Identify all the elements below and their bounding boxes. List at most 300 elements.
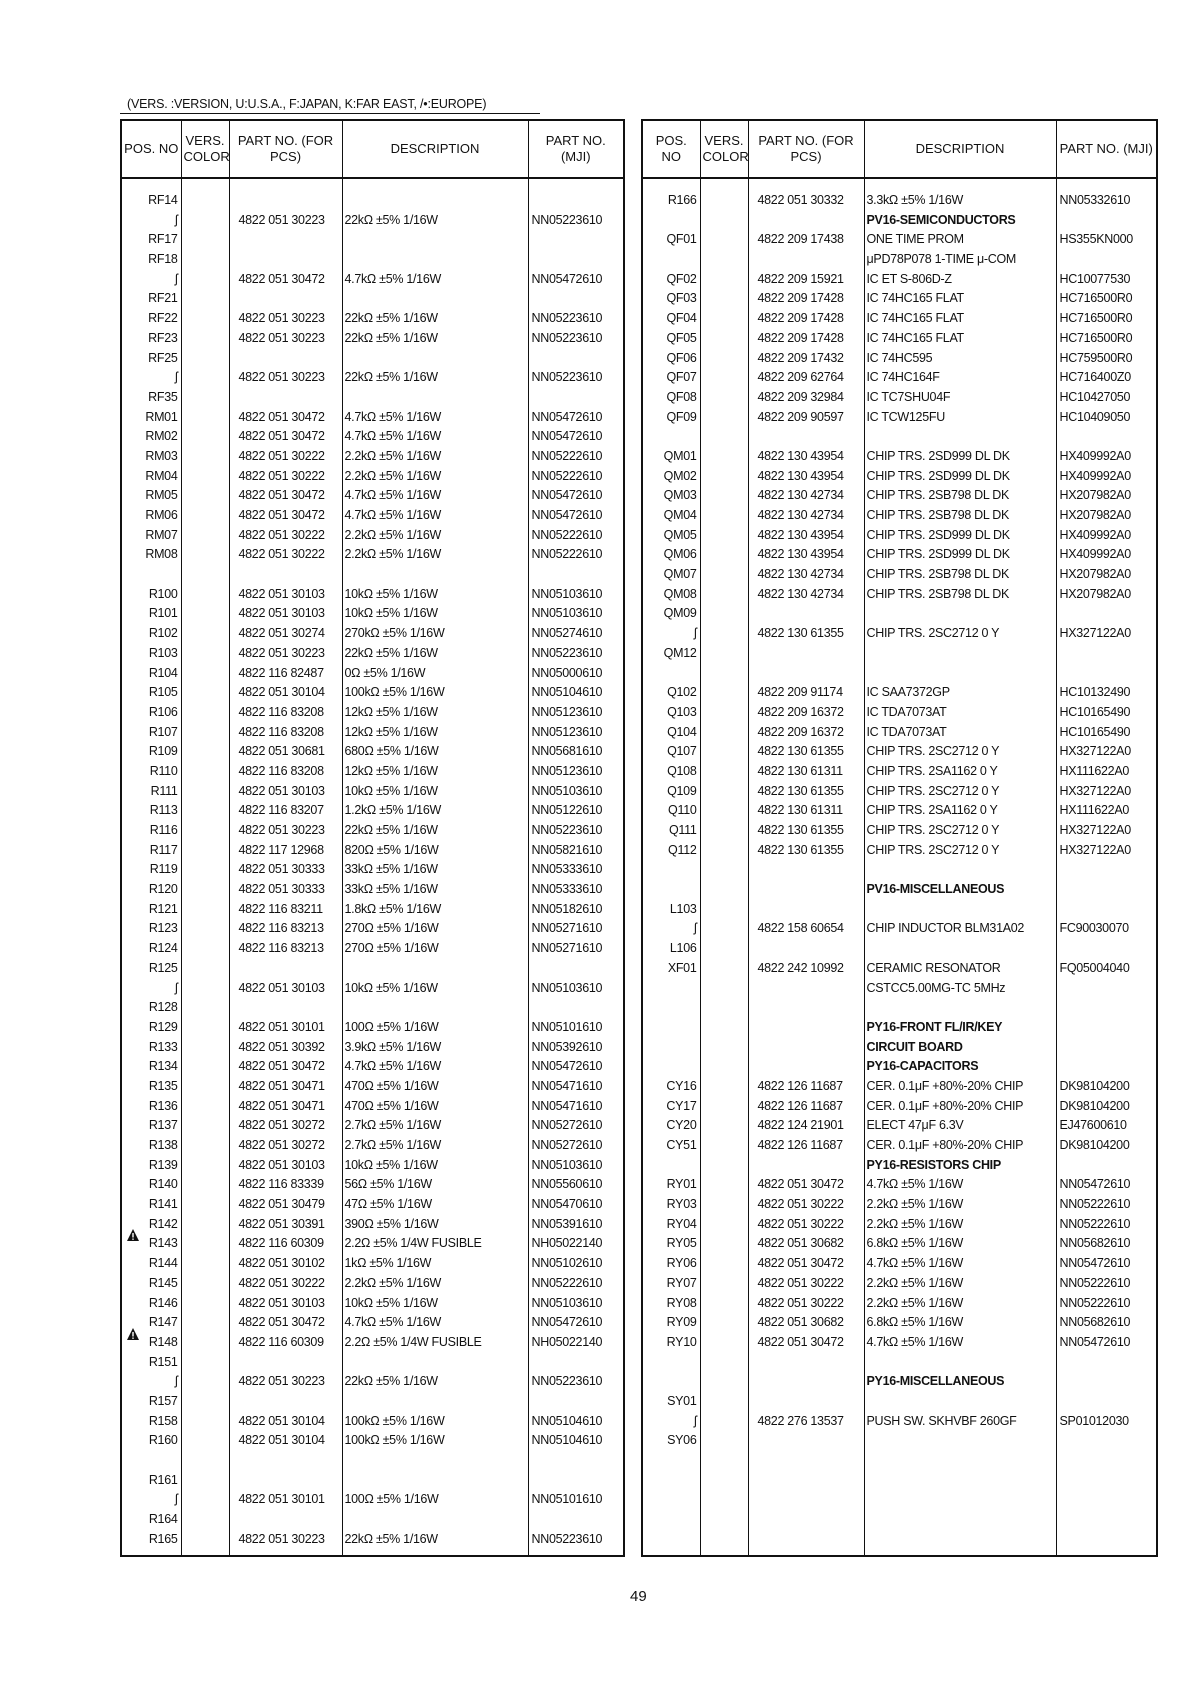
table-cell: R106 — [148, 704, 178, 719]
table-cell: CERAMIC RESONATOR — [866, 960, 1001, 975]
table-cell: CSTCC5.00MG-TC 5MHz — [866, 980, 1006, 995]
table-cell: Q112 — [668, 842, 697, 857]
table-cell: 47Ω ±5% 1/16W — [344, 1197, 432, 1212]
table-cell: HC716500R0 — [1059, 330, 1133, 345]
table-cell: 4.7kΩ ±5% 1/16W — [344, 488, 441, 503]
table-cell: 4822 051 30104 — [238, 1413, 325, 1428]
table-cell: 4822 130 61355 — [757, 744, 844, 759]
table-cell: NN05821610 — [531, 842, 603, 857]
table-cell: R142 — [148, 1216, 178, 1231]
table-cell: R124 — [148, 941, 178, 956]
table-cell: PUSH SW. SKHVBF 260GF — [866, 1413, 1017, 1428]
table-cell: NN05103610 — [531, 586, 603, 601]
table-cell: HX409992A0 — [1059, 527, 1131, 542]
table-cell — [749, 250, 864, 270]
table-cell: ʃ — [175, 271, 178, 286]
table-cell — [230, 959, 342, 979]
table-cell: CY20 — [666, 1118, 697, 1133]
table-cell: RY01 — [666, 1177, 697, 1192]
table-cell: 10kΩ ±5% 1/16W — [344, 783, 438, 798]
table-cell: RF23 — [148, 330, 178, 345]
table-cell: R134 — [148, 1059, 178, 1074]
table-cell: 12kΩ ±5% 1/16W — [344, 704, 438, 719]
table-cell — [343, 1353, 528, 1373]
table-cell — [1057, 604, 1157, 624]
table-cell: 4822 051 30472 — [238, 429, 325, 444]
table-cell — [749, 1431, 864, 1451]
table-cell: SP01012030 — [1059, 1413, 1129, 1428]
table-cell: QF08 — [666, 389, 697, 404]
table-cell — [749, 1018, 864, 1038]
table-cell: 4822 051 30472 — [757, 1256, 844, 1271]
table-cell — [343, 998, 528, 1018]
table-cell: NN05104610 — [531, 1413, 603, 1428]
table-cell: IC 74HC165 FLAT — [866, 291, 964, 306]
table-cell — [1057, 998, 1157, 1018]
table-cell: 4822 051 30332 — [757, 193, 844, 207]
header-part-no: PART NO. (FOR PCS) — [229, 120, 342, 178]
table-cell: PY16-MISCELLANEOUS — [866, 1374, 1005, 1389]
table-cell — [529, 289, 624, 309]
table-cell: 390Ω ±5% 1/16W — [344, 1216, 439, 1231]
table-cell — [865, 604, 1056, 624]
table-cell: NN05223610 — [531, 645, 603, 660]
legend-rule — [120, 113, 540, 114]
table-cell: NN05222610 — [531, 1275, 603, 1290]
table-cell: 4.7kΩ ±5% 1/16W — [344, 1315, 441, 1330]
table-cell: R121 — [148, 901, 178, 916]
table-cell: NN05103610 — [531, 783, 603, 798]
table-cell: NN05271610 — [531, 921, 603, 936]
table-cell: 22kΩ ±5% 1/16W — [344, 311, 438, 326]
table-cell — [1057, 900, 1157, 920]
table-cell: R157 — [148, 1393, 178, 1408]
table-cell: NH05022140 — [531, 1334, 603, 1349]
table-cell: 6.8kΩ ±5% 1/16W — [866, 1236, 963, 1251]
table-cell: CHIP TRS. 2SC2712 0 Y — [866, 783, 1000, 798]
table-cell: NN05682610 — [1059, 1315, 1131, 1330]
table-cell: 4822 051 30101 — [238, 1019, 325, 1034]
table-cell: PV16-SEMICONDUCTORS — [866, 212, 1016, 227]
table-cell: 4822 116 60309 — [238, 1236, 324, 1251]
table-cell: R138 — [148, 1138, 178, 1152]
table-cell: R144 — [148, 1256, 178, 1271]
table-cell: 4.7kΩ ±5% 1/16W — [344, 409, 441, 424]
table-cell: 4822 209 62764 — [757, 370, 844, 385]
description-column — [864, 178, 1056, 1556]
table-cell — [749, 1372, 864, 1392]
table-cell: R104 — [148, 665, 178, 680]
table-cell: 1.2kΩ ±5% 1/16W — [344, 803, 441, 818]
table-cell — [529, 191, 624, 211]
table-cell — [643, 1018, 700, 1038]
table-cell: RY09 — [666, 1315, 697, 1330]
table-cell: ʃ — [175, 212, 178, 227]
table-cell: 4822 051 30472 — [238, 1315, 325, 1330]
table-cell: HX207982A0 — [1059, 508, 1131, 522]
table-cell — [643, 979, 700, 999]
table-cell: HC10427050 — [1059, 389, 1131, 404]
table-cell — [865, 900, 1056, 920]
table-cell: 4822 051 30471 — [238, 1078, 325, 1093]
table-cell: R102 — [148, 626, 178, 641]
table-cell: 4822 051 30222 — [238, 1275, 325, 1290]
table-cell: NN05681610 — [531, 744, 603, 759]
table-cell: 4.7kΩ ±5% 1/16W — [866, 1334, 963, 1349]
table-cell: 4822 130 43954 — [757, 547, 844, 562]
table-cell — [865, 939, 1056, 959]
table-cell — [865, 1431, 1056, 1451]
table-cell — [1057, 1018, 1157, 1038]
table-cell: RM05 — [145, 488, 178, 503]
table-cell: HC759500R0 — [1059, 350, 1133, 365]
table-cell — [230, 1451, 342, 1471]
table-cell: NN05182610 — [531, 901, 603, 916]
table-cell: NN05471610 — [531, 1098, 603, 1113]
table-cell — [1057, 644, 1157, 664]
table-cell: 4822 051 30223 — [238, 645, 325, 660]
table-cell: NN05472610 — [531, 271, 603, 286]
table-cell — [643, 250, 700, 270]
table-cell: NN05682610 — [1059, 1236, 1131, 1251]
table-cell: R120 — [148, 882, 178, 897]
table-cell: Q109 — [667, 783, 697, 798]
table-cell: R101 — [148, 606, 178, 621]
table-cell: 4822 130 61311 — [757, 803, 843, 818]
table-cell: CHIP INDUCTOR BLM31A02 — [866, 921, 1025, 936]
table-cell — [343, 1510, 528, 1530]
table-cell: Q107 — [667, 744, 697, 759]
table-cell: 4822 126 11687 — [757, 1078, 843, 1093]
table-cell: 4822 051 30103 — [238, 586, 325, 601]
table-cell: 4822 051 30479 — [238, 1197, 325, 1212]
table-cell: CHIP TRS. 2SC2712 0 Y — [866, 626, 1000, 641]
table-cell: μPD78P078 1-TIME μ-COM — [866, 252, 1017, 267]
table-cell: FC90030070 — [1059, 921, 1129, 936]
table-cell: ʃ — [175, 370, 178, 385]
table-cell — [1057, 979, 1157, 999]
table-cell: QF09 — [666, 409, 697, 424]
table-cell: CHIP TRS. 2SB798 DL DK — [866, 586, 1010, 601]
table-cell: 4822 130 61311 — [757, 763, 843, 778]
table-cell: RY10 — [666, 1334, 697, 1349]
table-cell: 4822 126 11687 — [757, 1138, 843, 1152]
table-cell — [1057, 250, 1157, 270]
header-description: DESCRIPTION — [342, 120, 528, 178]
table-cell: NN05123610 — [531, 704, 603, 719]
table-cell — [749, 664, 864, 684]
table-cell: R147 — [148, 1315, 178, 1330]
table-cell: 4822 209 17432 — [757, 350, 844, 365]
table-cell — [749, 979, 864, 999]
table-cell: R111 — [150, 783, 178, 798]
table-cell: NN05272610 — [531, 1138, 603, 1152]
table-cell: 33kΩ ±5% 1/16W — [344, 862, 438, 877]
table-cell — [643, 880, 700, 900]
table-cell: R143 — [148, 1236, 178, 1251]
table-cell — [343, 1392, 528, 1412]
table-cell — [643, 1156, 700, 1176]
table-cell: 12kΩ ±5% 1/16W — [344, 763, 438, 778]
table-cell — [230, 998, 342, 1018]
table-cell: 4822 051 30471 — [238, 1098, 325, 1113]
table-cell: 2.2Ω ±5% 1/4W FUSIBLE — [344, 1334, 482, 1349]
table-cell: 22kΩ ±5% 1/16W — [344, 212, 438, 227]
table-cell: 2.2kΩ ±5% 1/16W — [344, 527, 441, 542]
table-cell — [1057, 1431, 1157, 1451]
table-cell: R125 — [148, 960, 178, 975]
table-cell: RM04 — [145, 468, 178, 483]
table-cell: CHIP TRS. 2SC2712 0 Y — [866, 823, 1000, 837]
table-cell: RY06 — [666, 1256, 697, 1271]
table-cell: NN05272610 — [531, 1118, 603, 1133]
table-cell: HX111622A0 — [1059, 803, 1130, 818]
table-cell: PV16-MISCELLANEOUS — [866, 882, 1005, 897]
table-cell — [529, 250, 624, 270]
table-cell: QM07 — [663, 567, 697, 582]
table-cell: HX409992A0 — [1059, 547, 1131, 562]
table-cell: 56Ω ±5% 1/16W — [344, 1177, 432, 1192]
table-cell — [343, 1471, 528, 1491]
table-cell: NN05103610 — [531, 980, 603, 995]
table-cell: IC TCW125FU — [866, 409, 945, 424]
table-cell — [865, 998, 1056, 1018]
table-cell — [1057, 211, 1157, 231]
table-cell: 4822 209 16372 — [757, 704, 844, 719]
table-cell: 470Ω ±5% 1/16W — [344, 1078, 439, 1093]
table-cell: QM12 — [663, 645, 697, 660]
table-cell: 2.2kΩ ±5% 1/16W — [344, 1275, 441, 1290]
table-cell: 4822 209 17428 — [757, 311, 844, 326]
table-cell: HX327122A0 — [1059, 842, 1131, 857]
table-cell: 4822 051 30472 — [238, 508, 325, 522]
table-cell: 100Ω ±5% 1/16W — [344, 1019, 439, 1034]
table-cell: CIRCUIT BOARD — [866, 1039, 963, 1054]
table-cell: NN05223610 — [531, 311, 603, 326]
table-cell: 270Ω ±5% 1/16W — [344, 921, 439, 936]
table-cell — [1057, 1392, 1157, 1412]
table-cell: 4822 051 30103 — [238, 980, 325, 995]
table-cell — [529, 565, 624, 585]
table-cell — [230, 565, 342, 585]
table-cell — [643, 1038, 700, 1058]
table-cell: NN05222610 — [1059, 1295, 1131, 1310]
table-cell: R137 — [148, 1118, 178, 1133]
table-cell: R165 — [148, 1531, 178, 1546]
table-cell: R128 — [148, 1000, 178, 1015]
table-cell — [749, 939, 864, 959]
table-cell: 4.7kΩ ±5% 1/16W — [344, 271, 441, 286]
table-cell: NN05472610 — [1059, 1334, 1131, 1349]
table-cell: 4822 116 83208 — [238, 763, 324, 778]
table-cell: RM07 — [145, 527, 178, 542]
table-cell — [529, 998, 624, 1018]
table-cell: HX207982A0 — [1059, 488, 1131, 503]
table-cell: NN05472610 — [531, 409, 603, 424]
table-cell — [643, 1353, 700, 1373]
table-cell: 2.2kΩ ±5% 1/16W — [344, 448, 441, 463]
table-cell — [643, 860, 700, 880]
table-cell: HX327122A0 — [1059, 744, 1131, 759]
table-cell: R107 — [148, 724, 178, 739]
table-cell: 22kΩ ±5% 1/16W — [344, 1374, 438, 1389]
table-cell: 10kΩ ±5% 1/16W — [344, 1295, 438, 1310]
table-cell: R103 — [148, 645, 178, 660]
table-cell: DK98104200 — [1059, 1078, 1130, 1093]
table-cell: ʃ — [175, 980, 178, 995]
table-cell: 4822 242 10992 — [757, 960, 844, 975]
table-cell: 4822 209 17428 — [757, 291, 844, 306]
table-cell: 270Ω ±5% 1/16W — [344, 941, 439, 956]
table-cell: 3.3kΩ ±5% 1/16W — [866, 193, 963, 207]
table-cell: 4822 051 30272 — [238, 1118, 325, 1133]
table-cell: ʃ — [175, 1374, 178, 1389]
table-cell: 4822 130 43954 — [757, 468, 844, 483]
table-cell: CER. 0.1μF +80%-20% CHIP — [866, 1098, 1024, 1113]
table-cell: 4822 209 17428 — [757, 330, 844, 345]
table-cell: IC 74HC165 FLAT — [866, 311, 964, 326]
table-cell: 4822 051 30391 — [238, 1216, 325, 1231]
table-cell: 100kΩ ±5% 1/16W — [344, 1433, 445, 1448]
table-cell: Q111 — [668, 823, 697, 837]
table-cell: 1kΩ ±5% 1/16W — [344, 1256, 432, 1271]
table-cell: NN05104610 — [531, 685, 603, 700]
table-cell: R100 — [148, 586, 178, 601]
table-cell: 4822 051 30223 — [238, 330, 325, 345]
table-cell: NN05000610 — [531, 665, 603, 680]
table-cell: QF01 — [666, 232, 697, 247]
table-cell: 4822 117 12968 — [238, 842, 324, 857]
table-cell: NN05560610 — [531, 1177, 603, 1192]
table-cell: R140 — [148, 1177, 178, 1192]
table-cell: IC 74HC164F — [866, 370, 940, 385]
table-cell: NN05470610 — [531, 1197, 603, 1212]
table-cell: 4822 130 42734 — [757, 586, 844, 601]
table-cell — [230, 1353, 342, 1373]
table-cell: CHIP TRS. 2SD999 DL DK — [866, 527, 1010, 542]
table-cell: 4822 051 30101 — [238, 1492, 325, 1507]
table-cell: 4822 051 30681 — [238, 744, 325, 759]
table-cell: 100Ω ±5% 1/16W — [344, 1492, 439, 1507]
table-cell: RF17 — [148, 232, 178, 247]
part-no-column — [229, 178, 342, 1556]
part-no-mji-column — [1056, 178, 1157, 1556]
table-cell: 12kΩ ±5% 1/16W — [344, 724, 438, 739]
table-cell — [529, 388, 624, 408]
table-cell — [749, 604, 864, 624]
table-cell: NN05274610 — [531, 626, 603, 641]
table-cell: R151 — [148, 1354, 178, 1369]
table-cell: EJ47600610 — [1059, 1118, 1127, 1133]
table-cell: Q110 — [668, 803, 697, 818]
table-cell — [343, 565, 528, 585]
table-cell: 4822 051 30103 — [238, 783, 325, 798]
table-cell — [529, 1392, 624, 1412]
table-cell: CER. 0.1μF +80%-20% CHIP — [866, 1138, 1024, 1152]
table-cell — [230, 289, 342, 309]
table-cell: 4822 051 30223 — [238, 1374, 325, 1389]
table-cell — [230, 1471, 342, 1491]
table-cell: 33kΩ ±5% 1/16W — [344, 882, 438, 897]
table-cell: NN05123610 — [531, 724, 603, 739]
table-cell: ʃ — [694, 626, 697, 641]
table-cell: NN05223610 — [531, 823, 603, 837]
table-cell — [643, 427, 700, 447]
table-cell: 4822 051 30472 — [238, 409, 325, 424]
table-cell — [230, 1392, 342, 1412]
table-cell: Q102 — [667, 685, 697, 700]
table-cell: 4822 051 30682 — [757, 1315, 844, 1330]
table-cell: RY04 — [666, 1216, 697, 1231]
table-cell: 2.2kΩ ±5% 1/16W — [866, 1275, 963, 1290]
table-cell: 4822 051 30472 — [757, 1334, 844, 1349]
table-cell: 4822 051 30472 — [757, 1177, 844, 1192]
table-cell — [1057, 939, 1157, 959]
table-cell: QM08 — [663, 586, 697, 601]
table-cell: 4822 116 83339 — [238, 1177, 324, 1192]
safety-warning-icon — [126, 1228, 140, 1242]
table-cell: HC10409050 — [1059, 409, 1131, 424]
table-cell — [865, 1392, 1056, 1412]
table-cell: 4822 116 83207 — [238, 803, 324, 818]
table-cell: HX327122A0 — [1059, 626, 1131, 641]
table-cell — [343, 289, 528, 309]
table-cell — [529, 1510, 624, 1530]
table-cell: 10kΩ ±5% 1/16W — [344, 980, 438, 995]
table-cell: R141 — [148, 1197, 178, 1212]
table-cell: 4822 051 30223 — [238, 370, 325, 385]
table-cell: ELECT 47μF 6.3V — [866, 1118, 964, 1133]
table-cell: 100kΩ ±5% 1/16W — [344, 685, 445, 700]
table-cell: NN05332610 — [1059, 193, 1131, 207]
table-cell: 4822 051 30222 — [757, 1197, 844, 1212]
table-cell: NN05472610 — [531, 508, 603, 522]
table-cell: CHIP TRS. 2SC2712 0 Y — [866, 842, 1000, 857]
table-cell — [230, 191, 342, 211]
table-cell: 470Ω ±5% 1/16W — [344, 1098, 439, 1113]
table-cell: 4822 130 61355 — [757, 823, 844, 837]
table-cell: CHIP TRS. 2SC2712 0 Y — [866, 744, 1000, 759]
table-cell: PY16-CAPACITORS — [866, 1059, 979, 1074]
table-cell — [643, 1372, 700, 1392]
table-cell: 2.2kΩ ±5% 1/16W — [344, 547, 441, 562]
table-cell: ONE TIME PROM — [866, 232, 964, 247]
table-cell — [230, 250, 342, 270]
left-parts-table — [120, 119, 625, 1557]
table-cell: 6.8kΩ ±5% 1/16W — [866, 1315, 963, 1330]
part-no-column — [748, 178, 864, 1556]
page-number: 49 — [630, 1588, 647, 1605]
table-cell: 4822 051 30392 — [238, 1039, 325, 1054]
table-cell: NN05472610 — [1059, 1177, 1131, 1192]
table-cell: R129 — [148, 1019, 178, 1034]
table-cell: R123 — [148, 921, 178, 936]
table-cell — [749, 1392, 864, 1412]
table-cell: 4822 051 30223 — [238, 311, 325, 326]
table-cell: 680Ω ±5% 1/16W — [344, 744, 439, 759]
table-cell: 4822 051 30222 — [238, 527, 325, 542]
table-cell: IC 74HC595 — [866, 350, 933, 365]
vers-column — [181, 178, 229, 1556]
table-cell: 4822 051 30223 — [238, 1531, 325, 1546]
table-cell: IC TDA7073AT — [866, 704, 947, 719]
table-cell: IC TDA7073AT — [866, 724, 947, 739]
table-cell: HX207982A0 — [1059, 586, 1131, 601]
table-cell: 4822 051 30682 — [757, 1236, 844, 1251]
table-cell: 4822 051 30102 — [238, 1256, 325, 1271]
table-cell — [865, 1353, 1056, 1373]
table-cell: 10kΩ ±5% 1/16W — [344, 586, 438, 601]
